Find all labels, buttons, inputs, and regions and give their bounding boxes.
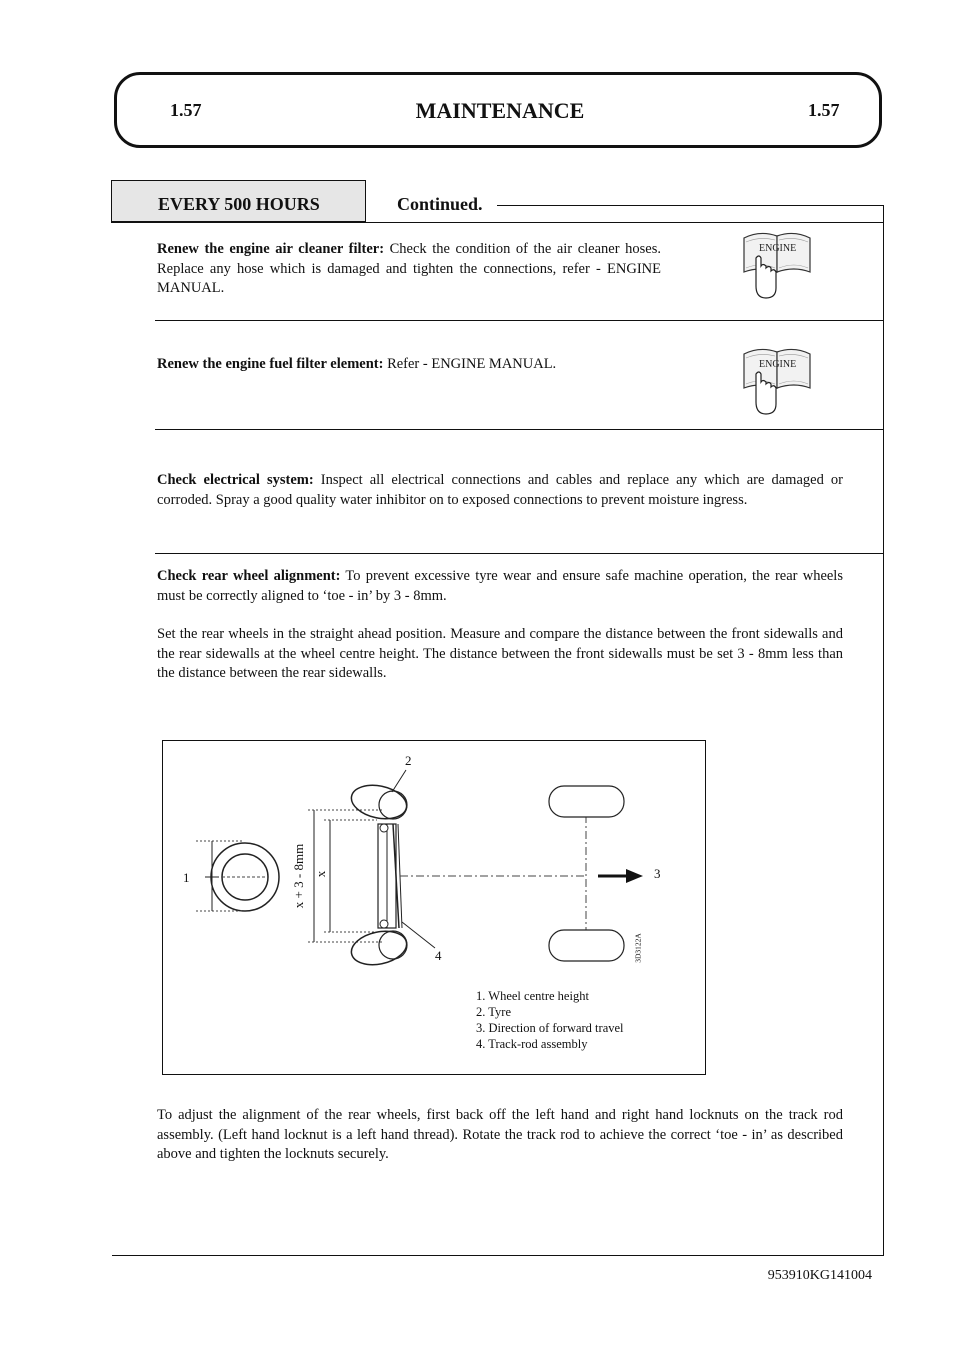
legend-item: 3. Direction of forward travel xyxy=(476,1021,624,1035)
page-number-left: 1.57 xyxy=(170,100,202,120)
dimension-outer-label: x + 3 - 8mm xyxy=(291,843,306,909)
callout-2: 2 xyxy=(405,753,412,768)
item-heading: Check electrical system: xyxy=(157,472,314,488)
footer-doc-code: 953910KG141004 xyxy=(767,1268,872,1283)
engine-manual-book-icon xyxy=(742,344,814,416)
legend-item: 2. Tyre xyxy=(476,1005,511,1019)
item-text: Inspect all electrical connections and cables and replace any which are damaged or corroded. Spray a good quality water inhibitor on to exposed connections to prevent moisture ingress. xyxy=(157,472,843,508)
divider-2 xyxy=(155,429,884,430)
item-heading: Renew the engine fuel filter element: xyxy=(157,356,384,372)
paragraph-adjust: To adjust the alignment of the rear wheels, first back off the left hand and right hand locknuts on the track rod assembly. (Left hand locknut is a left hand thread). Rotate the track rod to achieve the correct ‘toe - in’ as described above and tighten the locknuts securely. xyxy=(157,1107,843,1162)
item-wheel-alignment xyxy=(157,567,843,606)
item-air-cleaner xyxy=(157,240,661,299)
section-tab-label: EVERY 500 HOURS xyxy=(158,194,320,214)
page-number-right: 1.57 xyxy=(808,100,840,120)
item-heading: Check rear wheel alignment: xyxy=(157,568,341,584)
frame-top-rule xyxy=(497,205,884,206)
figure-ref-code: 3D3122A xyxy=(633,933,643,963)
legend-item: 4. Track-rod assembly xyxy=(476,1037,588,1051)
divider-1 xyxy=(155,320,884,321)
page-title: MAINTENANCE xyxy=(415,98,585,123)
engine-manual-book-icon xyxy=(742,228,814,300)
frame-right-rule xyxy=(883,205,884,1255)
callout-3: 3 xyxy=(654,866,661,881)
dimension-inner-label: x xyxy=(313,870,328,878)
paragraph-setup: Set the rear wheels in the straight ahead position. Measure and compare the distance between the front sidewalls and the rear sidewalls at the wheel centre height. The distance between the front sidewalls must be set 3 - 8mm less than the distance between the rear sidewalls. xyxy=(157,626,843,681)
divider-3 xyxy=(155,553,884,554)
engine-label: ENGINE xyxy=(759,243,797,254)
continued-label: Continued. xyxy=(397,194,483,214)
callout-1: 1 xyxy=(183,870,190,885)
diagram-legend xyxy=(476,988,624,1052)
item-electrical xyxy=(157,471,843,510)
frame-bottom-rule xyxy=(112,1255,884,1256)
section-tab xyxy=(111,180,366,222)
item-text: Refer - ENGINE MANUAL. xyxy=(383,356,557,372)
item-heading: Renew the engine air cleaner filter: xyxy=(157,241,385,257)
legend-item: 1. Wheel centre height xyxy=(476,989,589,1003)
frame-tab-rule xyxy=(111,222,884,223)
item-text: To prevent excessive tyre wear and ensure safe machine operation, the rear wheels must be correctly aligned to ‘toe - in’ by 3 - 8mm. xyxy=(157,568,843,604)
callout-4: 4 xyxy=(435,948,442,963)
item-fuel-filter xyxy=(157,355,677,375)
item-text: Check the condition of the air cleaner hoses. Replace any hose which is damaged and tighten the connections, refer - ENGINE MANUAL. xyxy=(157,241,661,296)
wheel-alignment-diagram xyxy=(162,740,706,1075)
engine-label: ENGINE xyxy=(759,359,797,370)
